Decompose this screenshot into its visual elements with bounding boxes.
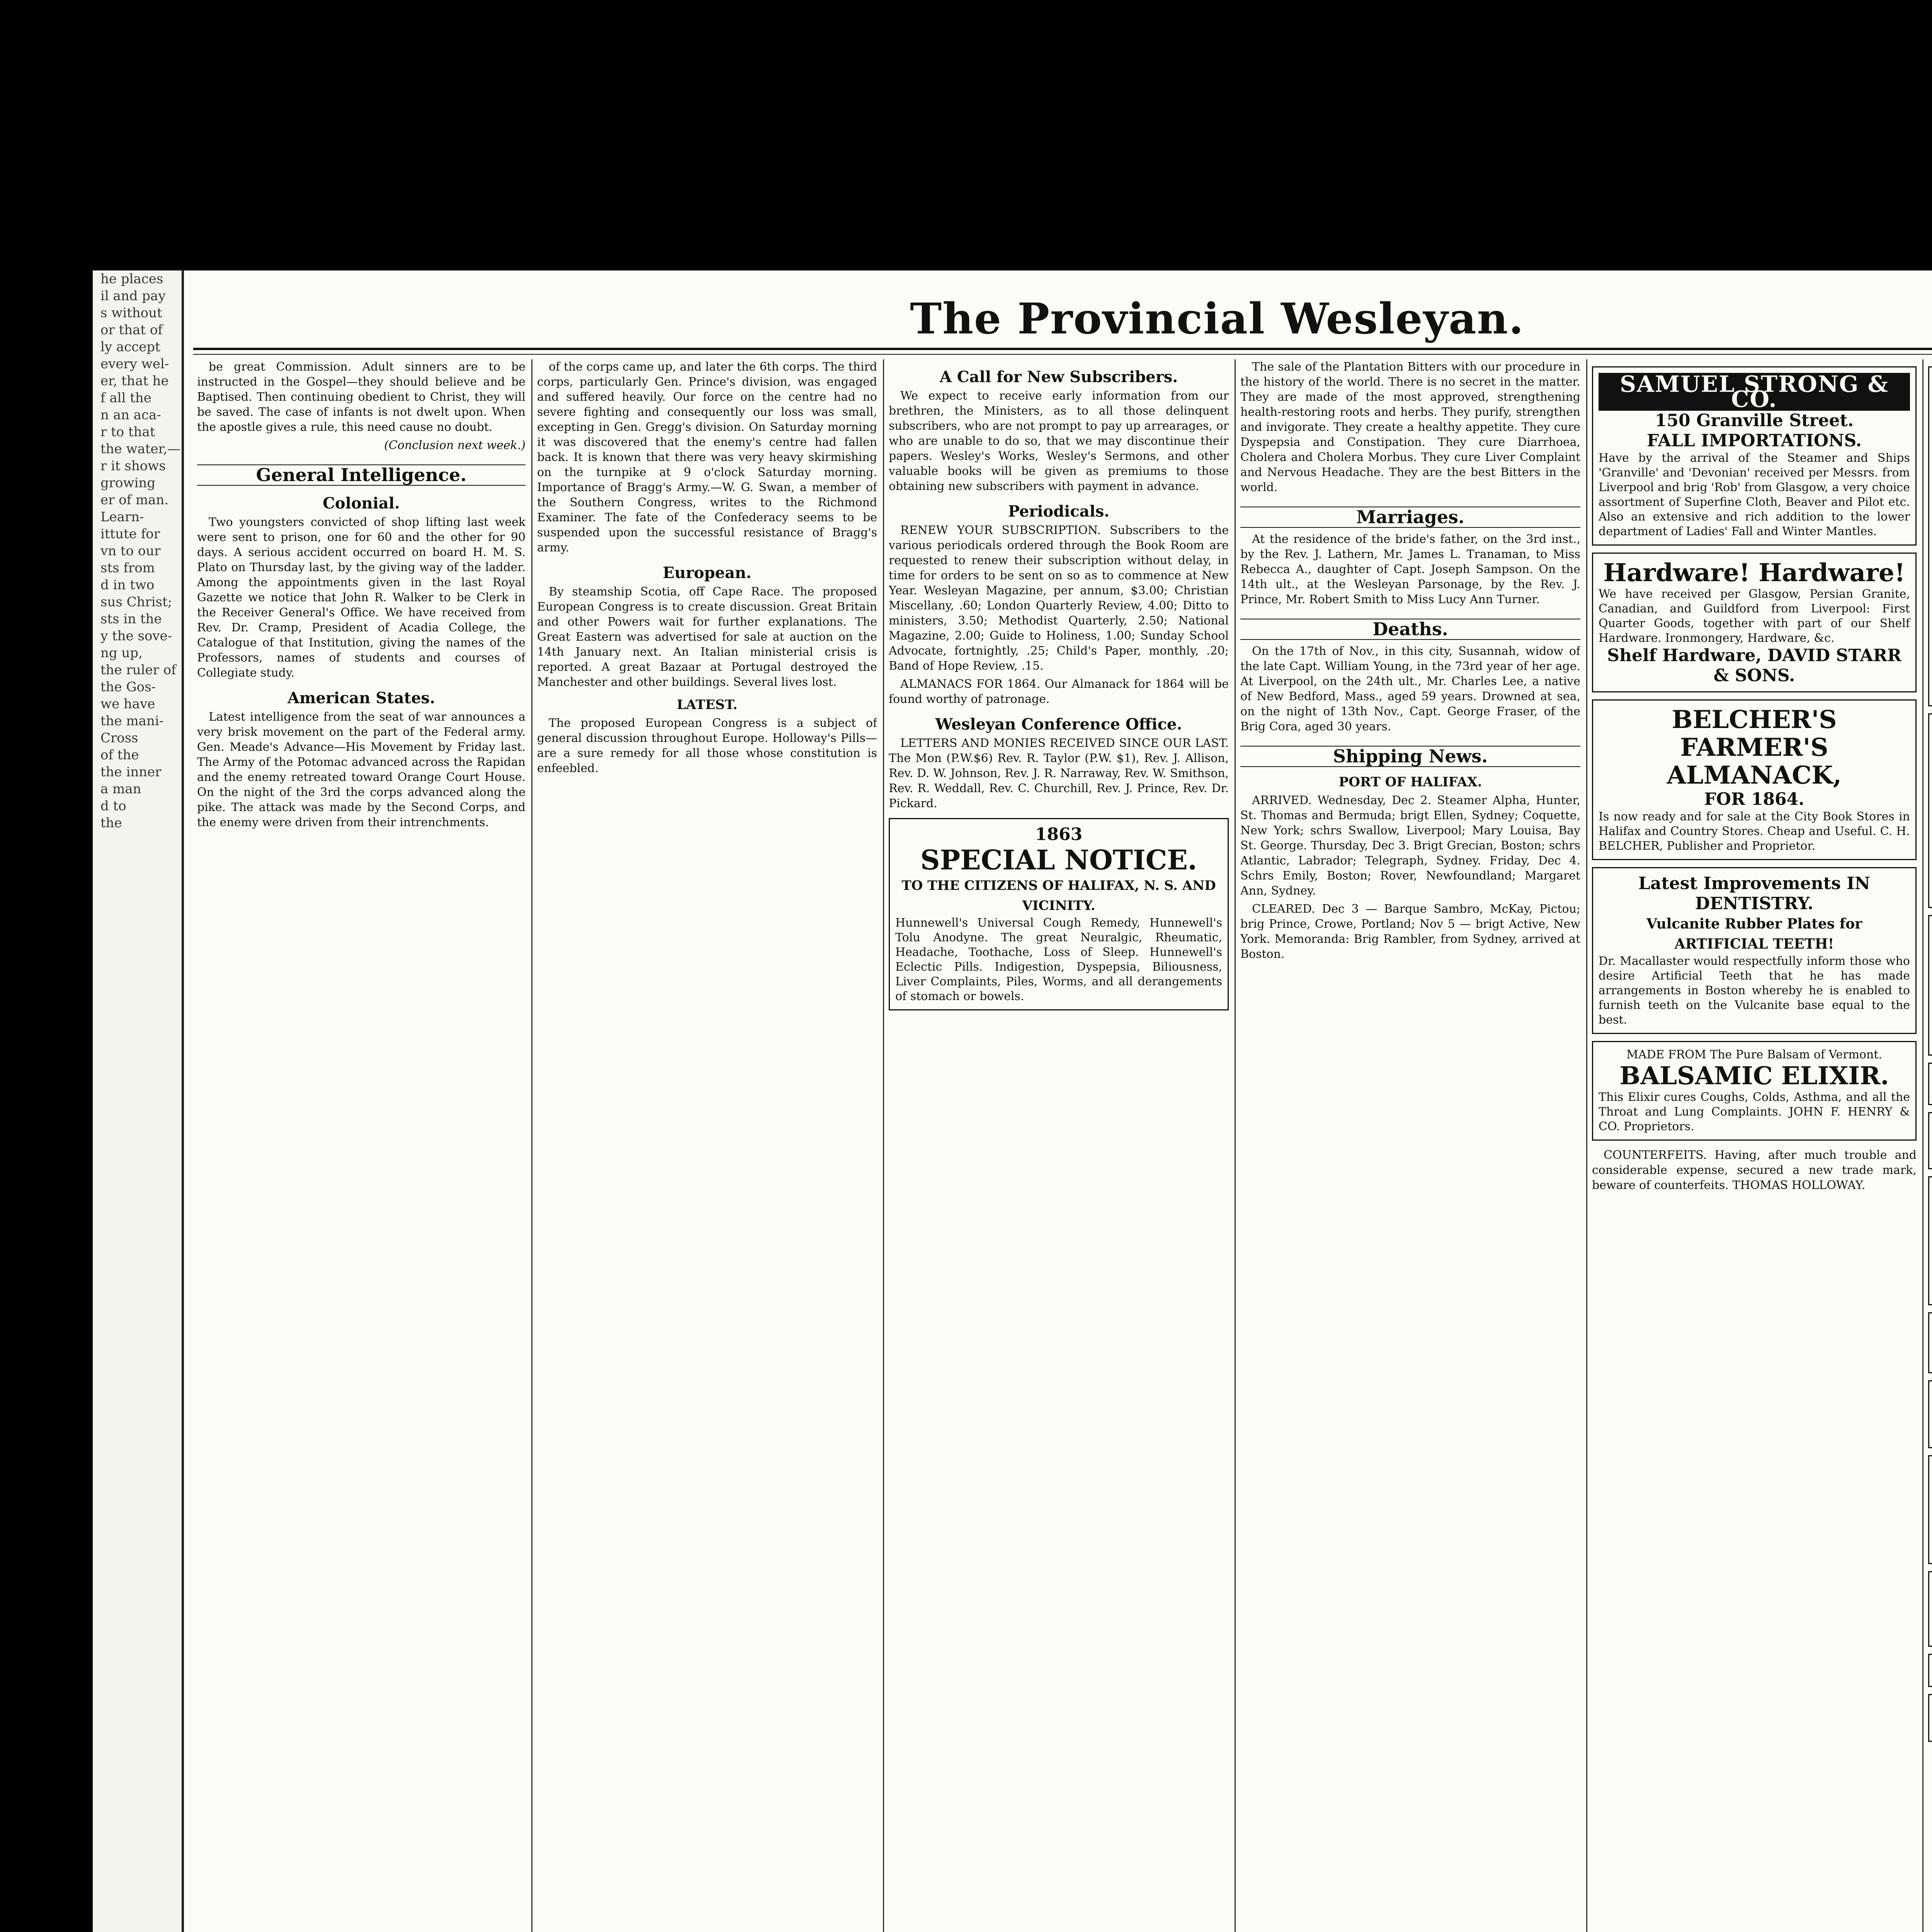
section-heading: Shipping News.: [1240, 746, 1580, 767]
article-text: By steamship Scotia, off Cape Race. The proposed European Congress is to create discussion. Great Britain and other Powers wait for further explanations. The Great Eastern was advertised for sale at auction on the 14th January next. An Italian ministerial crisis is reported. A great Bazaar at Portugal destroyed the Manchester and other buildings. Several lives lost.: [537, 585, 877, 689]
ad-subheading: Shelf Hardware, DAVID STARR & SONS.: [1607, 646, 1901, 685]
gutter-line: d in two: [100, 577, 155, 593]
chipman-ad: [1928, 713, 1932, 908]
ad-text: Is now ready and for sale at the City Book Stores in Halifax and Country Stores. Cheap and Useful. C. H. BELCHER, Publisher and Proprietor.: [1599, 810, 1910, 853]
ad-address: 150 Granville Street.: [1655, 411, 1854, 430]
article-text: LETTERS AND MONIES RECEIVED SINCE OUR LAST. The Mon (P.W.$6) Rev. R. Taylor (P.W. $1), Rev. J. Allison, Rev. D. W. Johnson, Rev. J. R. Narraway, Rev. W. Smithson, Rev. R. Weddall, Rev. C. Churchill, Rev. J. Prince, Rev. Dr. Pickard.: [889, 736, 1229, 810]
article-text: ALMANACS FOR 1864. Our Almanack for 1864 will be found worthy of patronage.: [889, 677, 1229, 706]
gutter-line: every wel-: [100, 356, 169, 372]
ad-heading: FARMER'S ALMANACK,: [1667, 733, 1842, 790]
gutter-line: the ruler of: [100, 662, 176, 678]
ad-text: Dr. Macallaster would respectfully inform those who desire Artificial Teeth that he has made arrangements in Boston whereby he is enabled to furnish teeth on the Vulcanite base equal to the best.: [1599, 954, 1910, 1027]
notice-year: 1863: [1035, 825, 1083, 844]
subsection-heading: American States.: [287, 689, 435, 707]
gutter-line: er of man.: [100, 492, 169, 508]
article-text: On the 17th of Nov., in this city, Susannah, widow of the late Capt. William Young, in the 73rd year of her age. At Liverpool, on the 24th ult., Mr. Charles Lee, a native of New Bedford, Mass., aged 59 years. Drowned at sea, on the night of 13th Nov., Capt. George Fraser, of the Brig Cora, aged 30 years.: [1240, 645, 1580, 733]
samuel-strong-ad: [1592, 366, 1917, 546]
british-woollen-hall-ad: [1928, 915, 1932, 1056]
column-divider: [883, 359, 884, 1932]
gutter-line: the: [100, 815, 122, 831]
hardware-ad: [1592, 553, 1917, 692]
gutter-line: a man: [100, 781, 141, 797]
ad-heading: Hardware! Hardware!: [1603, 558, 1905, 587]
fall-trade-ad: [1928, 1312, 1932, 1373]
column-6: [1928, 359, 1932, 1932]
gutter-line: sts in the: [100, 611, 162, 627]
column-divider: [1235, 359, 1236, 1932]
gutter-line: il and pay: [100, 288, 166, 304]
groceries-ad: [1928, 1380, 1932, 1448]
gutter-line: s without: [100, 305, 162, 321]
ad-subheading: Vulcanite Rubber Plates for ARTIFICIAL TEETH!: [1646, 916, 1862, 952]
continuation-note: (Conclusion next week.): [384, 439, 526, 452]
article-text: Two youngsters convicted of shop lifting last week were sent to prison, one for 60 and the other for 90 days. A serious accident occurred on board H. M. S. Plato on Thursday last, by the giving way of the ladder. Among the appointments given in the last Royal Gazette we notice that John R. Walker to be Clerk in the Receiver General's Office. We have received from Rev. Dr. Cramp, President of Acadia College, the Catalogue of that Institution, giving the names of the Professors, names of students and courses of Collegiate study.: [197, 515, 526, 680]
article-text: CLEARED. Dec 3 — Barque Sambro, McKay, Pictou; brig Prince, Crowe, Portland; Nov 5 — brigt Active, New York. Memoranda: Brig Rambler, from Sydney, arrived at Boston.: [1240, 902, 1580, 961]
masthead-rule: [193, 348, 1932, 355]
gutter-line: the inner: [100, 764, 162, 780]
gutter-line: Learn-: [100, 509, 144, 525]
flour-ad: [1928, 1063, 1932, 1105]
column-3: [889, 359, 1229, 1932]
column-divider: [531, 359, 532, 1932]
gutter-line: or that of: [100, 322, 163, 338]
article-heading: Periodicals.: [1008, 502, 1110, 520]
gutter-line: Cross: [100, 730, 138, 746]
section-heading: Deaths.: [1240, 619, 1580, 640]
column-5: [1592, 359, 1917, 1932]
article-heading: A Call for New Subscribers.: [939, 368, 1178, 386]
gutter-line: y the sove-: [100, 628, 172, 644]
gutter-line: f all the: [100, 390, 151, 406]
article-heading: Wesleyan Conference Office.: [935, 715, 1182, 733]
gutter-line: ng up,: [100, 645, 143, 661]
subsection-heading: Colonial.: [323, 494, 400, 512]
subsection-heading: LATEST.: [677, 697, 738, 713]
subsection-heading: European.: [663, 564, 752, 582]
article-text: The sale of the Plantation Bitters with our procedure in the history of the world. There is no secret in the matter. They are made of the most approved, strengthening health-restoring roots and herbs. They purify, strengthen and invigorate. They create a healthy appetite. They cure Dyspepsia and Constipation. They cure Diarrhoea, Cholera and Cholera Morbus. They cure Liver Complaint and Nervous Headache. They are the best Bitters in the world.: [1240, 360, 1580, 494]
ad-subheading: MADE FROM The Pure Balsam of Vermont.: [1626, 1048, 1882, 1061]
article-text: of the corps came up, and later the 6th corps. The third corps, particularly Gen. Prince's division, was engaged and suffered heavily. Our force on the centre had no severe fighting and consequently our loss was small, excepting in Gen. Gregg's division. On Saturday morning it was discovered that the enemy's centre had fallen back. It is known that there was very heavy skirmishing on the turnpike at 9 o'clock Saturday morning. Importance of Bragg's Army.—W. G. Swan, a member of the Southern Congress, writes to the Richmond Examiner. The fate of the Confederacy seems to be suspended upon the successful resistance of Bragg's army.: [537, 360, 877, 554]
belcher-almanack-ad: [1592, 699, 1917, 860]
dentistry-ad: [1592, 867, 1917, 1034]
balsamic-elixir-ad: [1592, 1041, 1917, 1141]
gutter-line: sts from: [100, 560, 155, 576]
gutter-line: ittute for: [100, 526, 160, 542]
ad-text: We have received per Glasgow, Persian Granite, Canadian, and Guildford from Liverpool: First Quarter Goods, together with part of our Shelf Hardware. Ironmongery, Hardware, &c.: [1599, 587, 1910, 645]
gutter-line: the mani-: [100, 713, 164, 729]
article-text: Latest intelligence from the seat of war announces a very brisk movement on the part of the Federal army. Gen. Meade's Advance—His Movement by Friday last. The Army of the Potomac advanced across the Rapidan and the enemy retreated toward Orange Court House. On the night of the 3rd the corps advanced along the pike. The attack was made by the Second Corps, and the enemy were driven from their intrenchments.: [197, 710, 526, 829]
lime-juice-ad: [1928, 1694, 1932, 1742]
article-text: be great Commission. Adult sinners are to be instructed in the Gospel—they should believe and be Baptised. Then continuing obedient to Christ, they will be saved. The case of infants is not dwelt upon. When the apostle gives a rule, this need cause no doubt.: [197, 360, 526, 434]
gutter-line: sus Christ;: [100, 594, 172, 610]
rubbers-ad: [1928, 1455, 1932, 1564]
gutter-line: the water,—: [100, 441, 180, 457]
ad-heading: BALSAMIC ELIXIR.: [1619, 1061, 1889, 1090]
newspaper-page: [93, 270, 1932, 1932]
ad-heading: FALL IMPORTATIONS.: [1647, 431, 1862, 451]
column-1: [197, 359, 526, 1932]
column-4: [1240, 359, 1580, 1932]
dentist-ad: [1928, 1571, 1932, 1647]
column-divider: [1586, 359, 1587, 1932]
mcmurray-ad: [1928, 1112, 1932, 1169]
ad-subheading: FOR 1864.: [1704, 789, 1804, 809]
article-text: ARRIVED. Wednesday, Dec 2. Steamer Alpha, Hunter, St. Thomas and Bermuda; brigt Ellen, Sydney; Coquette, New York; schrs Swallow, Liverpool; Mary Louisa, Bay St. George. Thursday, Dec 3. Brigt Grecian, Boston; schrs Atlantic, Labrador; Telegraph, Sydney. Friday, Dec 4. Schrs Emily, Boston; Rover, Newfoundland; Margaret Ann, Sydney.: [1240, 794, 1580, 898]
column-2: [537, 359, 877, 1932]
gutter-line: r to that: [100, 424, 155, 440]
ad-heading: BELCHER'S: [1672, 705, 1837, 734]
article-text: The proposed European Congress is a subject of general discussion throughout Europe. Holloway's Pills—are a sure remedy for all those whose constitution is enfeebled.: [537, 716, 877, 775]
gutter-line: of the: [100, 747, 139, 763]
article-text: We expect to receive early information from our brethren, the Ministers, as to all those delinquent subscribers, who are not prompt to pay up arrearages, or who are unable to do so, that we may discontinue their papers. Wesley's Works, Wesley's Sermons, and other valuable books will be given as premiums to those obtaining new subscribers with payment in advance.: [889, 389, 1229, 493]
subsection-heading: PORT OF HALIFAX.: [1338, 774, 1482, 790]
notice-heading: SPECIAL NOTICE.: [920, 844, 1197, 876]
gutter-line: the Gos-: [100, 679, 156, 695]
adjacent-page-gutter: [93, 270, 184, 1932]
gutter-line: we have: [100, 696, 155, 712]
section-heading: General Intelligence.: [197, 464, 526, 486]
section-heading: Marriages.: [1240, 507, 1580, 528]
london-house-ad: [1928, 366, 1932, 706]
gutter-line: he places: [100, 271, 163, 287]
provincial-almanack-ad: [1928, 1176, 1932, 1305]
gutter-line: d to: [100, 798, 126, 814]
ad-heading: Latest Improvements IN DENTISTRY.: [1638, 874, 1870, 913]
article-text: COUNTERFEITS. Having, after much trouble and considerable expense, secured a new trade mark, beware of counterfeits. THOMAS HOLLOWAY.: [1592, 1148, 1917, 1192]
gutter-line: n an aca-: [100, 407, 161, 423]
doctor-ad: [1928, 1654, 1932, 1687]
notice-subheading: TO THE CITIZENS OF HALIFAX, N. S. AND VICINITY.: [901, 878, 1216, 913]
gutter-line: vn to our: [100, 543, 161, 559]
gutter-line: er, that he: [100, 373, 169, 389]
gutter-line: ly accept: [100, 339, 160, 355]
newspaper-masthead: The Provincial Wesleyan.: [910, 294, 1524, 344]
gutter-line: r it shows: [100, 458, 166, 474]
special-notice-ad: [889, 818, 1229, 1010]
column-divider: [1922, 359, 1923, 1932]
notice-text: Hunnewell's Universal Cough Remedy, Hunnewell's Tolu Anodyne. The great Neuralgic, Rheumatic, Headache, Toothache, Loss of Sleep. Hunnewell's Eclectic Pills. Indigestion, Dyspepsia, Biliousness, Liver Complaints, Piles, Worms, and all derangements of stomach or bowels.: [895, 916, 1222, 1003]
ad-text: Have by the arrival of the Steamer and Ships 'Granville' and 'Devonian' received per Messrs. from Liverpool and brig 'Rob' from Glasgow, a very choice assortment of Superfine Cloth, Beaver and Pilot etc. Also an extensive and rich addition to the lower department of Ladies' Fall and Winter Mantles.: [1599, 451, 1910, 538]
article-text: RENEW YOUR SUBSCRIPTION. Subscribers to the various periodicals ordered through the Book Room are requested to renew their subscription without delay, in time for orders to be sent on so as to commence at New Year. Wesleyan Magazine, per annum, $3.00; Christian Miscellany, .60; London Quarterly Review, 4.00; Ditto to ministers, 3.50; Methodist Quarterly, 2.50; National Magazine, 2.00; Guide to Holiness, 1.00; Sunday School Advocate, fortnightly, .25; Child's Paper, monthly, .20; Band of Hope Review, .15.: [889, 524, 1229, 673]
ad-text: This Elixir cures Coughs, Colds, Asthma, and all the Throat and Lung Complaints. JOHN F. HENRY & CO. Proprietors.: [1599, 1090, 1910, 1133]
ad-banner: SAMUEL STRONG & CO.: [1599, 373, 1910, 411]
gutter-line: growing: [100, 475, 156, 491]
article-text: At the residence of the bride's father, on the 3rd inst., by the Rev. J. Lathern, Mr. James L. Tranaman, to Miss Rebecca A., daughter of Capt. Joseph Sampson. On the 14th ult., at the Wesleyan Parsonage, by the Rev. J. Prince, Mr. Robert Smith to Miss Lucy Ann Turner.: [1240, 532, 1580, 606]
